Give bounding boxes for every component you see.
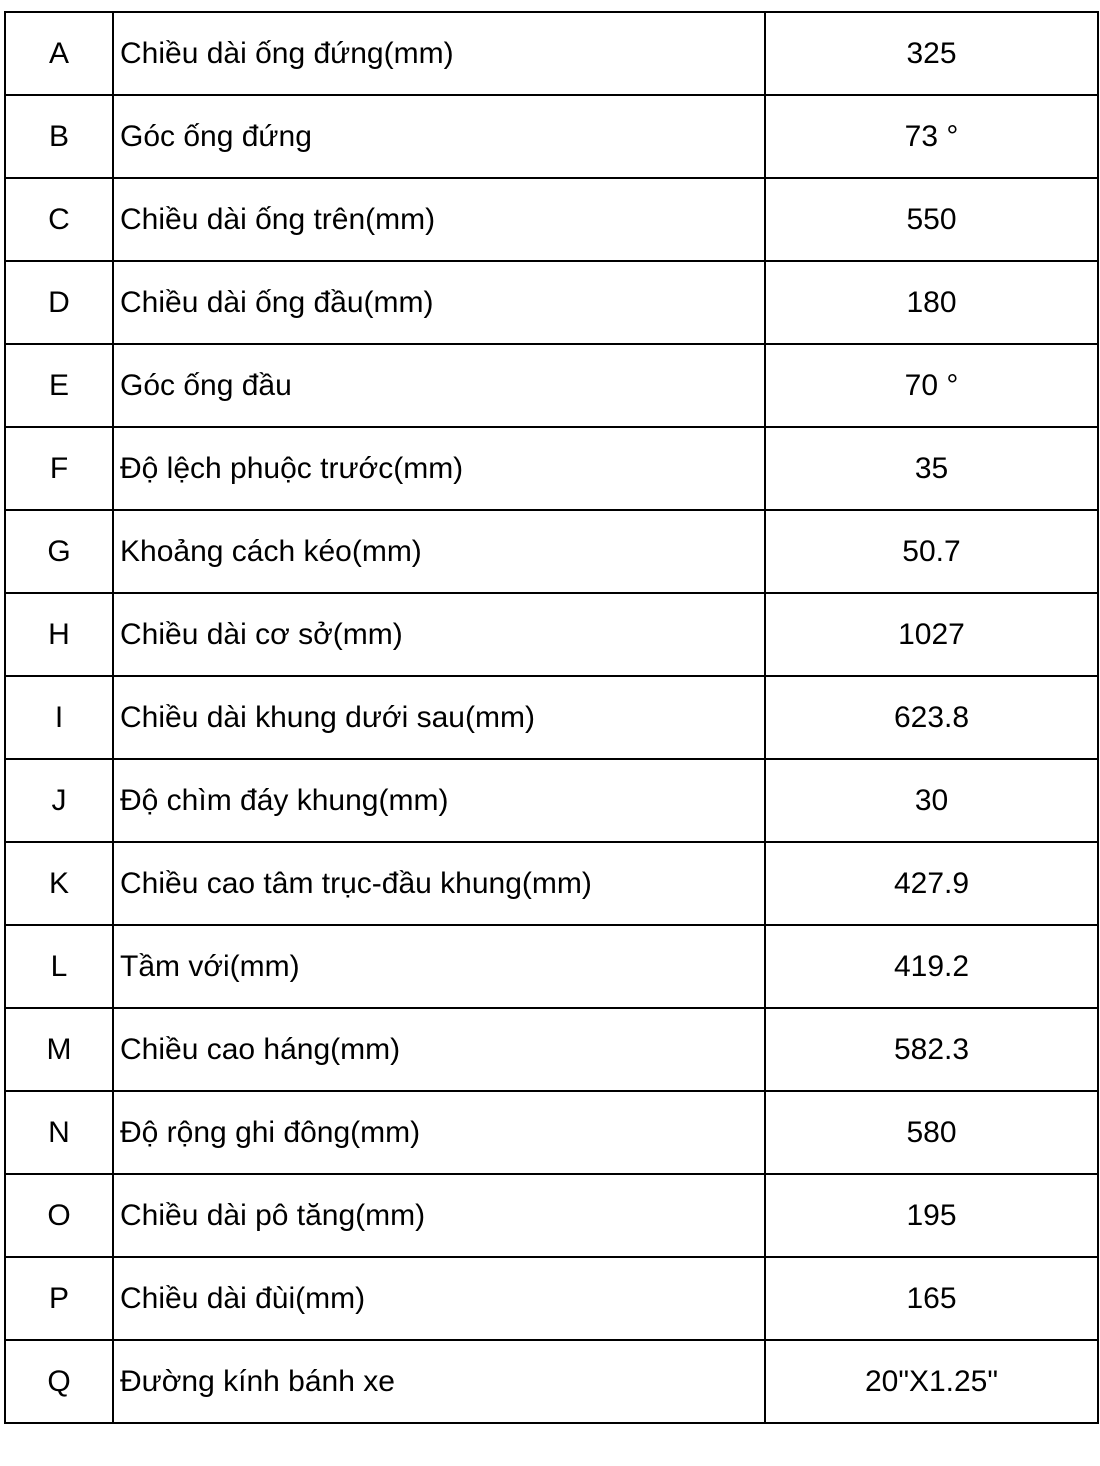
table-row <box>5 759 1098 842</box>
row-letter: J <box>5 759 113 842</box>
row-value: 1027 <box>765 593 1098 676</box>
row-label: Độ chìm đáy khung(mm) <box>113 759 765 842</box>
row-letter: A <box>5 12 113 95</box>
row-letter: I <box>5 676 113 759</box>
table-row <box>5 1340 1098 1423</box>
row-value: 582.3 <box>765 1008 1098 1091</box>
geometry-spec-table <box>4 11 1099 1424</box>
row-letter: P <box>5 1257 113 1340</box>
row-letter: G <box>5 510 113 593</box>
row-value: 550 <box>765 178 1098 261</box>
row-letter: Q <box>5 1340 113 1423</box>
row-letter: O <box>5 1174 113 1257</box>
row-label: Góc ống đứng <box>113 95 765 178</box>
row-label: Chiều dài đùi(mm) <box>113 1257 765 1340</box>
table-row <box>5 1174 1098 1257</box>
row-letter: M <box>5 1008 113 1091</box>
row-label: Khoảng cách kéo(mm) <box>113 510 765 593</box>
table-row <box>5 427 1098 510</box>
row-value: 195 <box>765 1174 1098 1257</box>
row-value: 419.2 <box>765 925 1098 1008</box>
row-label: Độ lệch phuộc trước(mm) <box>113 427 765 510</box>
table-row <box>5 1091 1098 1174</box>
row-label: Chiều cao háng(mm) <box>113 1008 765 1091</box>
row-value: 70 ° <box>765 344 1098 427</box>
row-label: Đường kính bánh xe <box>113 1340 765 1423</box>
row-letter: K <box>5 842 113 925</box>
row-letter: E <box>5 344 113 427</box>
row-value: 427.9 <box>765 842 1098 925</box>
spec-table-body <box>5 12 1098 1423</box>
row-label: Tầm với(mm) <box>113 925 765 1008</box>
table-row <box>5 1008 1098 1091</box>
row-value: 35 <box>765 427 1098 510</box>
row-value: 580 <box>765 1091 1098 1174</box>
row-letter: C <box>5 178 113 261</box>
table-row <box>5 676 1098 759</box>
row-label: Góc ống đầu <box>113 344 765 427</box>
row-label: Chiều dài khung dưới sau(mm) <box>113 676 765 759</box>
table-row <box>5 1257 1098 1340</box>
row-value: 73 ° <box>765 95 1098 178</box>
table-row <box>5 12 1098 95</box>
row-value: 30 <box>765 759 1098 842</box>
row-letter: F <box>5 427 113 510</box>
row-value: 325 <box>765 12 1098 95</box>
row-value: 20"X1.25" <box>765 1340 1098 1423</box>
row-letter: B <box>5 95 113 178</box>
row-value: 623.8 <box>765 676 1098 759</box>
row-letter: N <box>5 1091 113 1174</box>
table-row <box>5 593 1098 676</box>
table-row <box>5 178 1098 261</box>
row-letter: D <box>5 261 113 344</box>
row-label: Chiều dài cơ sở(mm) <box>113 593 765 676</box>
row-label: Chiều cao tâm trục-đầu khung(mm) <box>113 842 765 925</box>
row-label: Chiều dài ống đứng(mm) <box>113 12 765 95</box>
row-value: 50.7 <box>765 510 1098 593</box>
table-row <box>5 344 1098 427</box>
row-label: Chiều dài pô tăng(mm) <box>113 1174 765 1257</box>
row-value: 180 <box>765 261 1098 344</box>
row-label: Độ rộng ghi đông(mm) <box>113 1091 765 1174</box>
row-value: 165 <box>765 1257 1098 1340</box>
table-row <box>5 925 1098 1008</box>
row-letter: H <box>5 593 113 676</box>
row-label: Chiều dài ống trên(mm) <box>113 178 765 261</box>
table-row <box>5 95 1098 178</box>
row-letter: L <box>5 925 113 1008</box>
row-label: Chiều dài ống đầu(mm) <box>113 261 765 344</box>
table-row <box>5 842 1098 925</box>
table-row <box>5 261 1098 344</box>
table-row <box>5 510 1098 593</box>
